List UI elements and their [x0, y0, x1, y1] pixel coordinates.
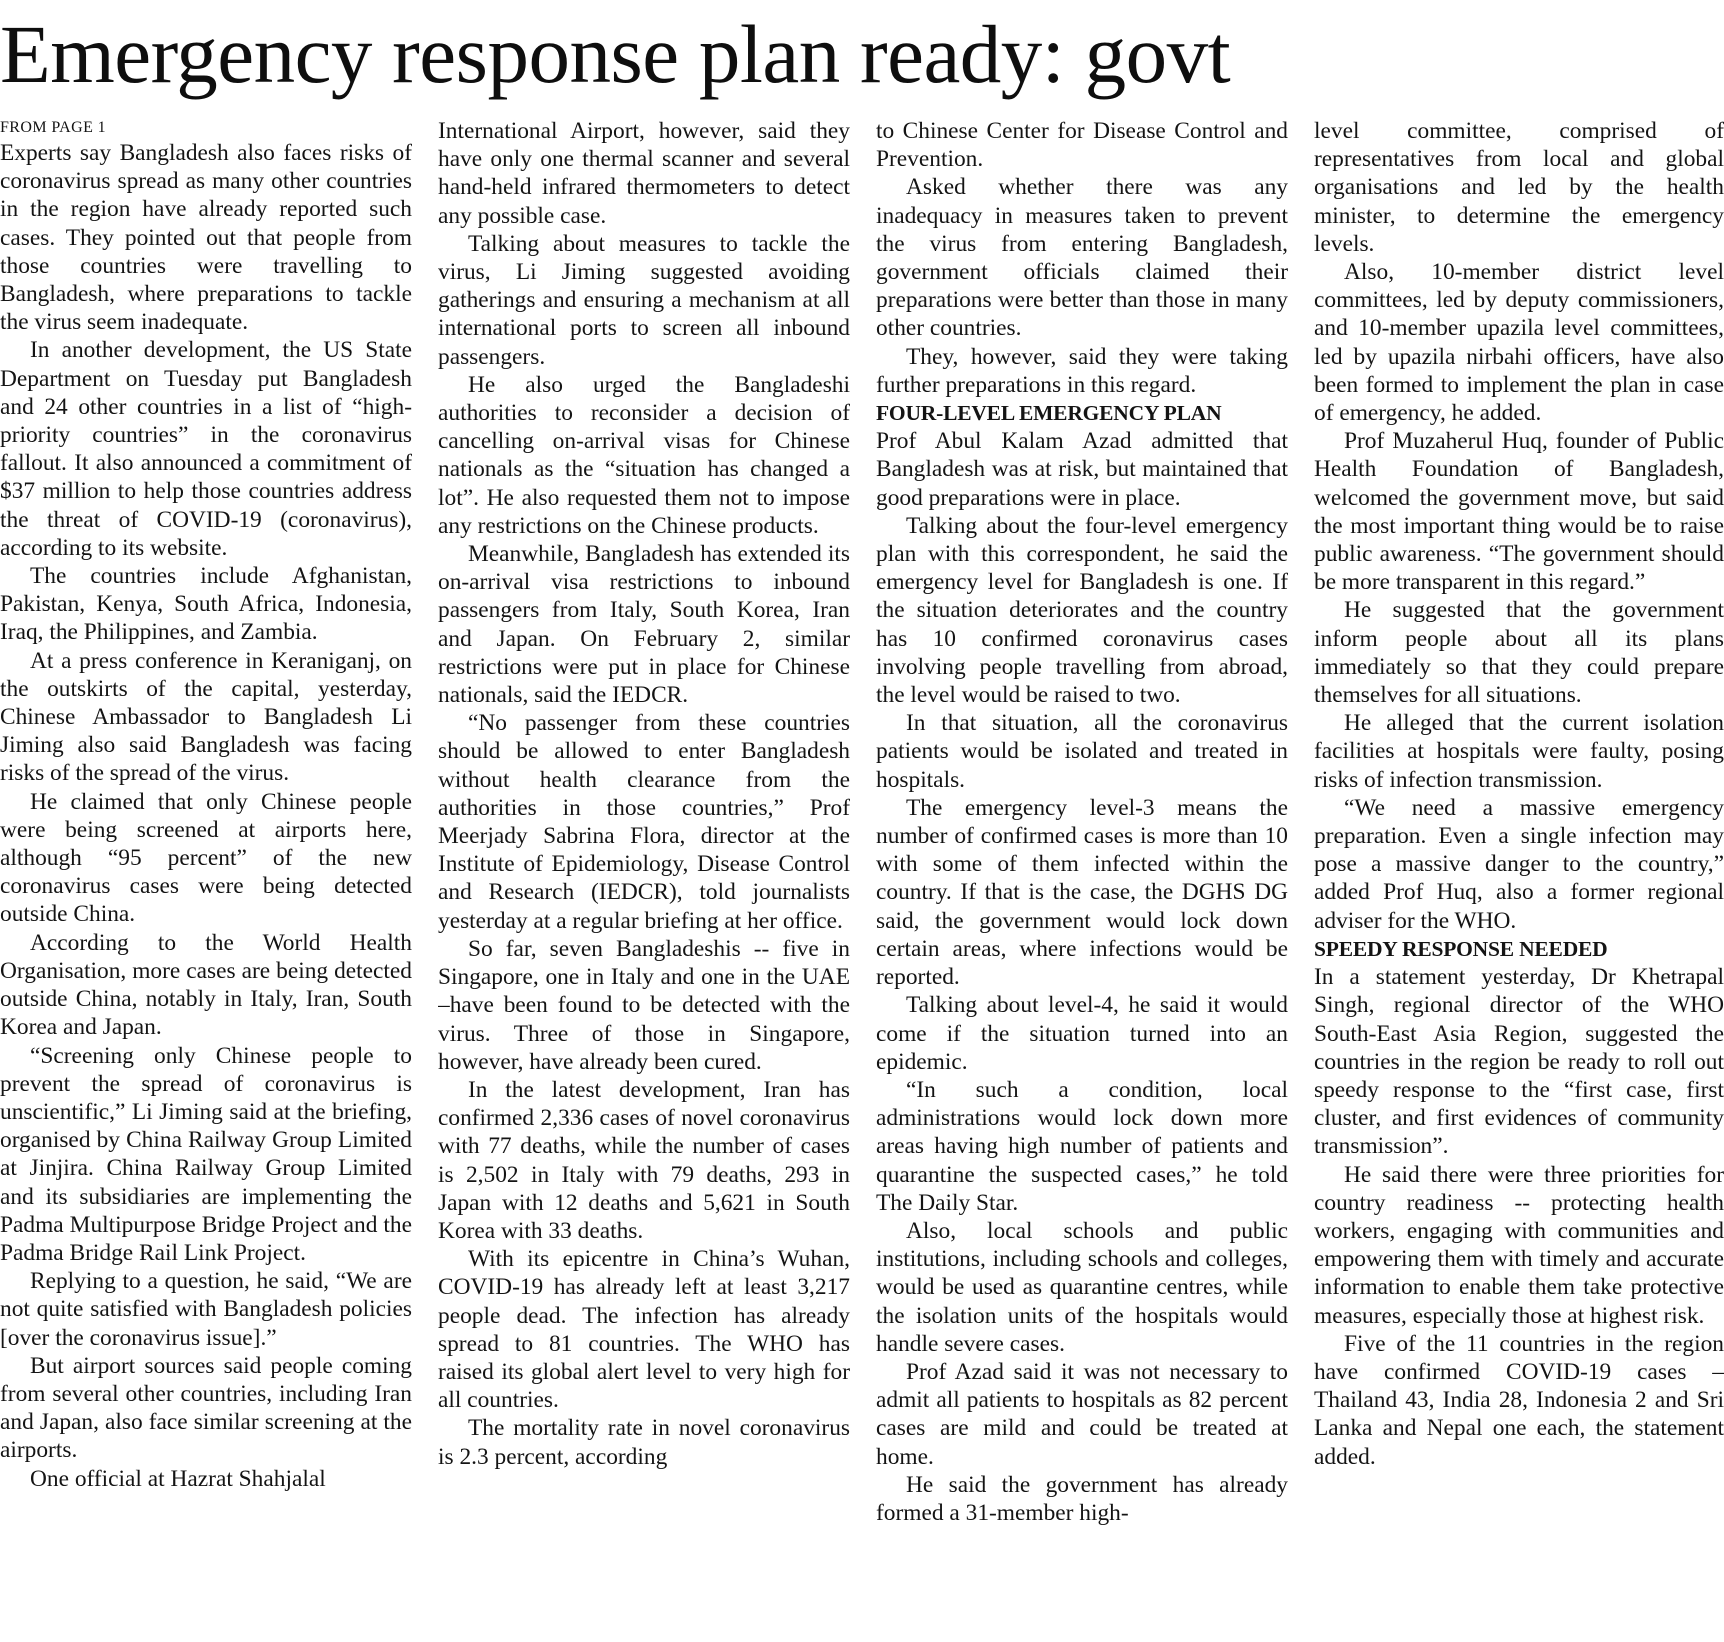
paragraph: In another development, the US State Department on Tuesday put Bangladesh and 24 other countries in a list of “high-priority countries” in the coronavirus fallout. It also announced a commitment of $37 million to help those countries address the threat of COVID-19 (coronavirus), according to its website. [0, 337, 412, 561]
paragraph: He said there were three priorities for country readiness -- protecting health workers, engaging with communities and empowering them with timely and accurate information to enable them take protective measures, especially those at highest risk. [1314, 1161, 1724, 1329]
paragraph: The countries include Afghanistan, Pakistan, Kenya, South Africa, Indonesia, Iraq, the Philippines, and Zambia. [0, 563, 412, 646]
paragraph: They, however, said they were taking further preparations in this regard. [876, 343, 1288, 398]
paragraph: One official at Hazrat Shahjalal [30, 1465, 326, 1492]
continuation-kicker: FROM PAGE 1 [0, 119, 107, 136]
paragraph: “No passenger from these countries should be allowed to enter Bangladesh without health clearance from the authorities in those countries,” Prof Meerjady Sabrina Flora, director at the Institute of Epidemiology, Disease Control and Research (IEDCR), told journalists yesterday at a regular briefing at her office. [438, 710, 850, 934]
paragraph: So far, seven Bangladeshis -- five in Singapore, one in Italy and one in the UAE –have been found to be detected with the virus. Three of those in Singapore, however, have already been cured. [438, 935, 850, 1075]
paragraph: Meanwhile, Bangladesh has extended its on-arrival visa restrictions to inbound passengers from Italy, South Korea, Iran and Japan. On February 2, similar restrictions were put in place for Chinese nationals, said the IEDCR. [438, 541, 850, 709]
article-column-2 [438, 117, 850, 1637]
paragraph: Prof Abul Kalam Azad admitted that Bangladesh was at risk, but maintained that good preparations were in place. [876, 428, 1288, 511]
paragraph: Also, 10-member district level committees, led by deputy commissioners, and 10-member upazila level committees, led by upazila nirbahi officers, have also been formed to implement the plan in case of emergency, he added. [1314, 259, 1724, 427]
paragraph: “In such a condition, local administrations would lock down more areas having high number of patients and quarantine the suspected cases,” he told The Daily Star. [876, 1076, 1288, 1216]
paragraph: According to the World Health Organisation, more cases are being detected outside China, notably in Italy, Iran, South Korea and Japan. [0, 929, 412, 1041]
paragraph: He suggested that the government inform people about all its plans immediately so that they could prepare themselves for all situations. [1314, 597, 1724, 709]
paragraph: The mortality rate in novel coronavirus is 2.3 percent, according [438, 1415, 850, 1470]
paragraph: Replying to a question, he said, “We are not quite satisfied with Bangladesh policies [over the coronavirus issue].” [0, 1268, 412, 1351]
paragraph: Prof Muzaherul Huq, founder of Public Health Foundation of Bangladesh, welcomed the government move, but said the most important thing would be to raise public awareness. “The government should be more transparent in this regard.” [1314, 428, 1724, 596]
paragraph: In a statement yesterday, Dr Khetrapal Singh, regional director of the WHO South-East Asia Region, suggested the countries in the region be ready to roll out speedy response to the “first case, first cluster, and first evidences of community transmission”. [1314, 964, 1724, 1160]
paragraph: In the latest development, Iran has confirmed 2,336 cases of novel coronavirus with 77 deaths, while the number of cases is 2,502 in Italy with 79 deaths, 293 in Japan with 12 deaths and 5,621 in South Korea with 33 deaths. [438, 1076, 850, 1244]
paragraph: International Airport, however, said they have only one thermal scanner and several hand-held infrared thermometers to detect any possible case. [438, 118, 850, 229]
paragraph: level committee, comprised of representatives from local and global organisations and led by the health minister, to determine the emergency levels. [1314, 118, 1724, 257]
paragraph: He also urged the Bangladeshi authorities to reconsider a decision of cancelling on-arrival visas for Chinese nationals as the “situation has changed a lot”. He also requested them not to impose any restrictions on the Chinese products. [438, 371, 850, 539]
paragraph: “We need a massive emergency preparation. Even a single infection may pose a massive danger to the country,” added Prof Huq, also a former regional adviser for the WHO. [1314, 794, 1724, 934]
paragraph: Talking about level-4, he said it would come if the situation turned into an epidemic. [876, 992, 1288, 1075]
paragraph: “Screening only Chinese people to prevent the spread of coronavirus is unscientific,” Li Jiming said at the briefing, organised by China Railway Group Limited at Jinjira. China Railway Group Limited and its subsidiaries are implementing the Padma Multipurpose Bridge Project and the Padma Bridge Rail Link Project. [0, 1042, 412, 1266]
subhead-speedy-response: SPEEDY RESPONSE NEEDED [1314, 936, 1608, 961]
paragraph: With its epicentre in China’s Wuhan, COVID-19 has already left at least 3,217 people dead. The infection has already spread to 81 countries. The WHO has raised its global alert level to very high for all countries. [438, 1246, 850, 1414]
paragraph: Experts say Bangladesh also faces risks of coronavirus spread as many other countries in the region have already reported such cases. They pointed out that people from those countries were travelling to Bangladesh, where preparations to tackle the virus seem inadequate. [0, 140, 412, 336]
paragraph: The emergency level-3 means the number of confirmed cases is more than 10 with some of them infected within the country. If that is the case, the DGHS DG said, the government would lock down certain areas, where infections would be reported. [876, 794, 1288, 991]
paragraph: But airport sources said people coming from several other countries, including Iran and Japan, also face similar screening at the airports. [0, 1352, 412, 1464]
paragraph: He alleged that the current isolation facilities at hospitals were faulty, posing risks of infection transmission. [1314, 710, 1724, 793]
paragraph: Also, local schools and public institutions, including schools and colleges, would be used as quarantine centres, while the isolation units of the hospitals would handle severe cases. [876, 1217, 1288, 1357]
article-column-4 [1314, 117, 1724, 1637]
article-column-1 [0, 117, 412, 1637]
paragraph: Talking about the four-level emergency plan with this correspondent, he said the emergency level for Bangladesh is one. If the situation deteriorates and the country has 10 confirmed coronavirus cases involving people travelling from abroad, the level would be raised to two. [876, 512, 1288, 709]
paragraph: He claimed that only Chinese people were being screened at airports here, although “95 percent” of the new coronavirus cases were being detected outside China. [0, 788, 412, 928]
paragraph: At a press conference in Keraniganj, on the outskirts of the capital, yesterday, Chinese Ambassador to Bangladesh Li Jiming also said Bangladesh was facing risks of the spread of the virus. [0, 647, 412, 787]
paragraph: Asked whether there was any inadequacy in measures taken to prevent the virus from entering Bangladesh, government officials claimed their preparations were better than those in many other countries. [876, 174, 1288, 342]
paragraph: He said the government has already formed a 31-member high- [876, 1471, 1288, 1526]
paragraph: In that situation, all the coronavirus patients would be isolated and treated in hospitals. [876, 710, 1288, 793]
paragraph: to Chinese Center for Disease Control and Prevention. [876, 118, 1288, 173]
subhead-four-level-plan: FOUR-LEVEL EMERGENCY PLAN [876, 401, 1222, 426]
paragraph: Five of the 11 countries in the region have confirmed COVID-19 cases – Thailand 43, India 28, Indonesia 2 and Sri Lanka and Nepal one each, the statement added. [1314, 1330, 1724, 1470]
headline: Emergency response plan ready: govt [0, 8, 1231, 100]
paragraph: Prof Azad said it was not necessary to admit all patients to hospitals as 82 percent cases are mild and could be treated at home. [876, 1358, 1288, 1470]
article-column-3 [876, 117, 1288, 1637]
paragraph: Talking about measures to tackle the virus, Li Jiming suggested avoiding gatherings and ensuring a mechanism at all international ports to screen all inbound passengers. [438, 230, 850, 370]
